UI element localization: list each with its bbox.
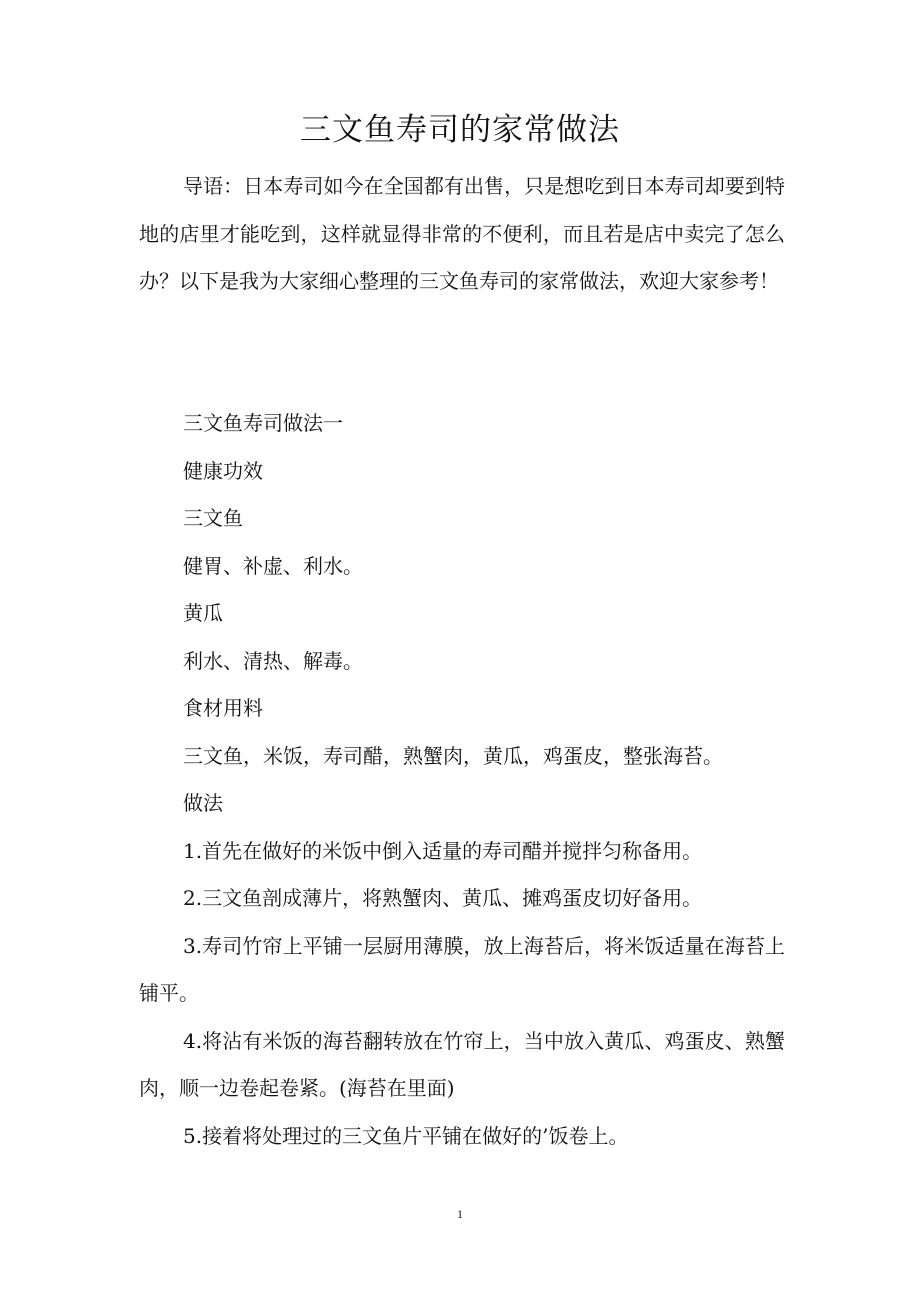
method-step: 1.首先在做好的米饭中倒入适量的寿司醋并搅拌匀称备用。 — [183, 838, 703, 863]
section-heading: 三文鱼寿司做法一 — [183, 411, 343, 435]
ingredients-list: 三文鱼，米饭，寿司醋，熟蟹肉，黄瓜，鸡蛋皮，整张海苔。 — [183, 743, 723, 768]
page-number: 1 — [457, 1207, 463, 1221]
subheading-method: 做法 — [183, 791, 223, 815]
method-step: 2.三文鱼剖成薄片，将熟蟹肉、黄瓜、摊鸡蛋皮切好备用。 — [183, 886, 703, 910]
method-step: 4.将沾有米饭的海苔翻转放在竹帘上，当中放入黄瓜、鸡蛋皮、熟蟹肉，顺一边卷起卷紧。(海苔在里面) — [139, 1028, 785, 1100]
document-title: 三文鱼寿司的家常做法 — [300, 112, 620, 148]
ingredient-name: 黄瓜 — [183, 601, 223, 625]
intro-paragraph: 导语：日本寿司如今在全国都有出售，只是想吃到日本寿司却要到特地的店里才能吃到，这样就显得非常的不便利，而且若是店中卖完了怎么办？以下是我为大家细心整理的三文鱼寿司的家常做法，欢迎大家参考！ — [139, 174, 785, 293]
method-step: 5.接着将处理过的三文鱼片平铺在做好的’饭卷上。 — [183, 1123, 629, 1148]
subheading-ingredients: 食材用料 — [183, 696, 263, 720]
ingredient-name: 三文鱼 — [183, 506, 243, 530]
ingredient-benefit: 利水、清热、解毒。 — [183, 648, 363, 673]
document-body — [139, 400, 785, 1160]
subheading-health-benefits: 健康功效 — [183, 458, 263, 483]
ingredient-benefit: 健胃、补虚、利水。 — [183, 553, 363, 578]
method-step: 3.寿司竹帘上平铺一层厨用薄膜，放上海苔后，将米饭适量在海苔上铺平。 — [139, 933, 785, 1005]
